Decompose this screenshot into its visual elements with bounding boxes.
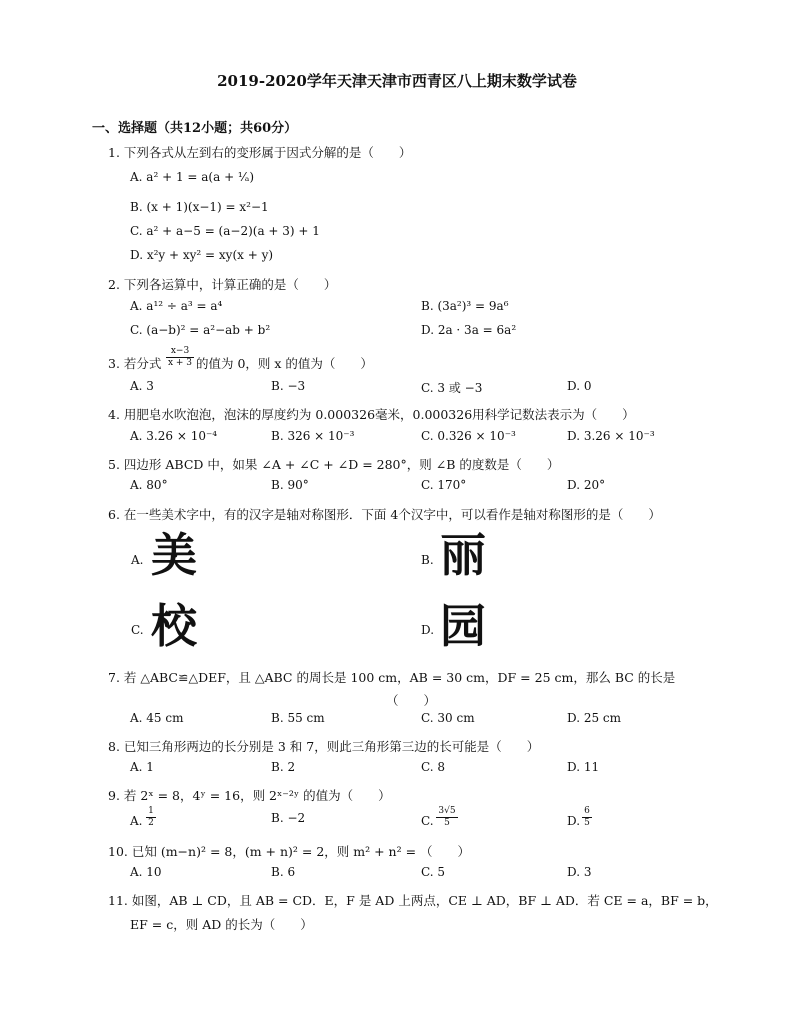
question-5-option-d: D. 20°: [567, 478, 606, 492]
question-3-option-a: A. 3: [130, 379, 154, 393]
page-title: 2019-2020学年天津天津市西青区八上期末数学试卷: [217, 72, 577, 90]
question-1-option-b: B. (x + 1)(x−1) = x²−1: [130, 200, 269, 214]
question-6-option-a-label: A.: [131, 553, 144, 567]
question-9-option-d-label: D.: [567, 814, 581, 828]
question-11-line-2: EF = c，则 AD 的长为（ ）: [130, 917, 313, 932]
question-6-option-d-character: 园: [440, 599, 486, 653]
question-5-stem: 5. 四边形 ABCD 中，如果 ∠A + ∠C + ∠D = 280°，则 ∠B 的度数是（ ）: [108, 457, 560, 472]
fraction-denominator: 2: [148, 818, 154, 828]
fraction-numerator: 6: [582, 806, 592, 818]
question-9-option-a-label: A.: [130, 814, 143, 828]
question-5-option-a: A. 80°: [130, 478, 168, 492]
fraction-denominator: 5: [444, 818, 450, 828]
question-9-option-d-fraction: [582, 806, 592, 829]
question-2-option-c: C. (a−b)² = a²−ab + b²: [130, 323, 271, 337]
fraction-denominator: x + 3: [167, 358, 193, 368]
question-7-option-d: D. 25 cm: [567, 711, 622, 725]
question-6-option-c-character: 校: [151, 599, 197, 653]
question-3-option-b: B. −3: [271, 379, 306, 393]
question-1-stem: 1. 下列各式从左到右的变形属于因式分解的是（ ）: [108, 145, 412, 160]
question-6-option-d-label: D.: [421, 623, 435, 637]
section-heading: 一、选择题（共12小题；共60分）: [92, 121, 298, 136]
question-6-option-b-label: B.: [421, 553, 434, 567]
question-4-option-a: A. 3.26 × 10⁻⁴: [130, 429, 218, 443]
question-1-option-c: C. a² + a−5 = (a−2)(a + 3) + 1: [130, 224, 320, 238]
question-2-option-a: A. a¹² ÷ a³ = a⁴: [130, 299, 223, 313]
question-7-option-a: A. 45 cm: [130, 711, 184, 725]
question-6-option-a-character: 美: [151, 528, 197, 582]
question-8-option-b: B. 2: [271, 760, 296, 774]
question-8-stem: 8. 已知三角形两边的长分别是 3 和 7，则此三角形第三边的长可能是（ ）: [108, 739, 540, 754]
fraction-numerator: 1: [146, 806, 156, 818]
question-3-option-c: C. 3 或 −3: [421, 381, 483, 395]
fraction-denominator: 5: [584, 818, 590, 828]
question-10-option-d: D. 3: [567, 865, 592, 879]
question-7-option-b: B. 55 cm: [271, 711, 325, 725]
question-2-stem: 2. 下列各运算中，计算正确的是（ ）: [108, 277, 337, 292]
question-10-stem: 10. 已知 (m−n)² = 8，(m + n)² = 2，则 m² + n² = （ ）: [108, 844, 471, 859]
question-1-option-a: A. a² + 1 = a(a + ¹⁄ₐ): [130, 170, 255, 184]
question-9-option-c-label: C.: [421, 814, 434, 828]
question-6-stem: 6. 在一些美术字中，有的汉字是轴对称图形．下面 4个汉字中，可以看作是轴对称图形的是（ ）: [108, 507, 661, 522]
question-4-stem: 4. 用肥皂水吹泡泡，泡沫的厚度约为 0.000326毫米，0.000326用科学记数法表示为（ ）: [108, 407, 635, 422]
question-4-option-d: D. 3.26 × 10⁻³: [567, 429, 655, 443]
question-8-option-d: D. 11: [567, 760, 600, 774]
question-7-option-c: C. 30 cm: [421, 711, 475, 725]
question-9-stem: 9. 若 2ˣ = 8，4ʸ = 16，则 2ˣ⁻²ʸ 的值为（ ）: [108, 788, 391, 803]
question-1-option-d: D. x²y + xy² = xy(x + y): [130, 248, 274, 262]
question-3-stem-pre: 3. 若分式: [108, 356, 162, 371]
question-10-option-a: A. 10: [130, 865, 162, 879]
question-4-option-c: C. 0.326 × 10⁻³: [421, 429, 516, 443]
fraction-numerator: 3√5: [436, 806, 458, 818]
question-8-option-a: A. 1: [130, 760, 154, 774]
fraction-numerator: x−3: [166, 346, 194, 358]
question-5-option-b: B. 90°: [271, 478, 309, 492]
question-9-option-b: B. −2: [271, 811, 306, 825]
question-2-option-b: B. (3a²)³ = 9a⁶: [421, 299, 509, 313]
question-3-stem-post: 的值为 0，则 x 的值为（ ）: [196, 356, 373, 371]
question-3-option-d: D. 0: [567, 379, 592, 393]
question-4-option-b: B. 326 × 10⁻³: [271, 429, 355, 443]
question-8-option-c: C. 8: [421, 760, 446, 774]
question-11-line-1: 11. 如图，AB ⊥ CD，且 AB = CD．E，F 是 AD 上两点，CE ⊥ AD，BF ⊥ AD．若 CE = a，BF = b，: [108, 893, 718, 908]
question-5-option-c: C. 170°: [421, 478, 467, 492]
question-6-option-b-character: 丽: [440, 528, 486, 582]
question-7-answer-paren: （ ）: [386, 693, 437, 708]
question-7-stem: 7. 若 △ABC≌△DEF，且 △ABC 的周长是 100 cm，AB = 30 cm，DF = 25 cm，那么 BC 的长是: [108, 670, 676, 685]
question-10-option-c: C. 5: [421, 865, 446, 879]
question-2-option-d: D. 2a · 3a = 6a²: [421, 323, 517, 337]
question-9-option-a-fraction: [146, 806, 156, 829]
question-6-option-c-label: C.: [131, 623, 144, 637]
question-3-fraction: [166, 346, 194, 369]
question-10-option-b: B. 6: [271, 865, 296, 879]
question-9-option-c-fraction: [436, 806, 458, 829]
